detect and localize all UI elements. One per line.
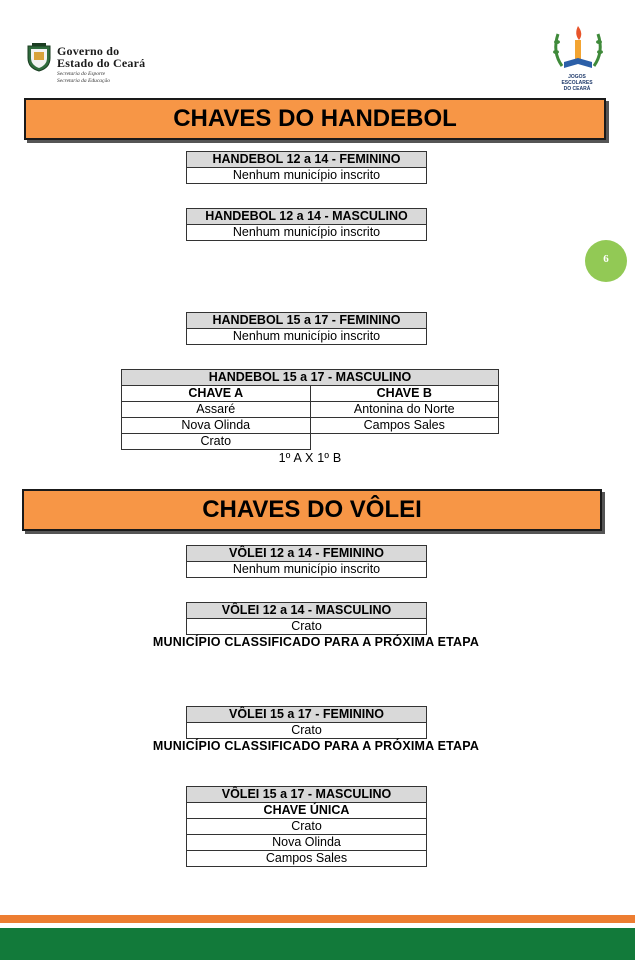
table-title: VÔLEI 12 a 14 - FEMININO [187,546,427,562]
table-row: Nenhum município inscrito [187,225,427,241]
table-title: VÔLEI 15 a 17 - FEMININO [187,707,427,723]
table-title: HANDEBOL 12 a 14 - MASCULINO [187,209,427,225]
jogos-logo-line1: JOGOS [568,74,586,80]
table-row: Nenhum município inscrito [187,329,427,345]
table-row: Nenhum município inscrito [187,168,427,184]
table-cell: Nova Olinda [122,418,311,434]
classified-note: MUNICÍPIO CLASSIFICADO PARA A PRÓXIMA ETAPA [152,739,480,753]
jogos-escolares-logo [544,22,610,96]
gov-title-line2: Estado do Ceará [57,56,146,70]
chave-b-header: CHAVE B [310,386,499,402]
volei-12-14-masculino-table [186,602,427,635]
handebol-15-17-feminino-table [186,312,427,345]
table-cell: Crato [122,434,311,450]
chave-unica-header: CHAVE ÚNICA [187,803,427,819]
table-cell: Assaré [122,402,311,418]
empty-cell [310,434,499,450]
classified-note: MUNICÍPIO CLASSIFICADO PARA A PRÓXIMA ETAPA [152,635,480,649]
table-title: HANDEBOL 15 a 17 - FEMININO [187,313,427,329]
match-note: 1º A X 1º B [278,451,342,465]
handebol-15-17-masculino-table [121,369,499,450]
government-logo [26,42,146,86]
handebol-12-14-feminino-table [186,151,427,184]
table-title: HANDEBOL 15 a 17 - MASCULINO [122,370,499,386]
jogos-logo-line2: ESCOLARES [561,80,593,86]
table-title: VÔLEI 12 a 14 - MASCULINO [187,603,427,619]
gov-subtitle-line2: Secretaria da Educação [57,78,110,84]
page-number-badge: 6 [585,240,627,282]
table-title: HANDEBOL 12 a 14 - FEMININO [187,152,427,168]
volei-15-17-masculino-table [186,786,427,867]
gov-subtitle-line1: Secretaria do Esporte [57,71,106,77]
volei-section-banner: CHAVES DO VÔLEI [22,489,602,531]
handebol-section-banner: CHAVES DO HANDEBOL [24,98,606,140]
table-title: VÔLEI 15 a 17 - MASCULINO [187,787,427,803]
table-row: Campos Sales [187,851,427,867]
table-cell: Campos Sales [310,418,499,434]
table-row: Nenhum município inscrito [187,562,427,578]
state-crest-icon [26,42,52,72]
table-row: Crato [187,723,427,739]
handebol-12-14-masculino-table [186,208,427,241]
gov-title-line1: Governo do [57,44,120,58]
table-cell: Antonina do Norte [310,402,499,418]
volei-15-17-feminino-table [186,706,427,739]
table-row: Crato [187,619,427,635]
footer-orange-stripe [0,915,635,923]
chave-a-header: CHAVE A [122,386,311,402]
jogos-logo-line3: DO CEARÁ [563,86,591,92]
table-row: Nova Olinda [187,835,427,851]
footer-green-stripe [0,928,635,960]
table-row: Crato [187,819,427,835]
volei-12-14-feminino-table [186,545,427,578]
torch-laurel-icon [550,22,606,74]
